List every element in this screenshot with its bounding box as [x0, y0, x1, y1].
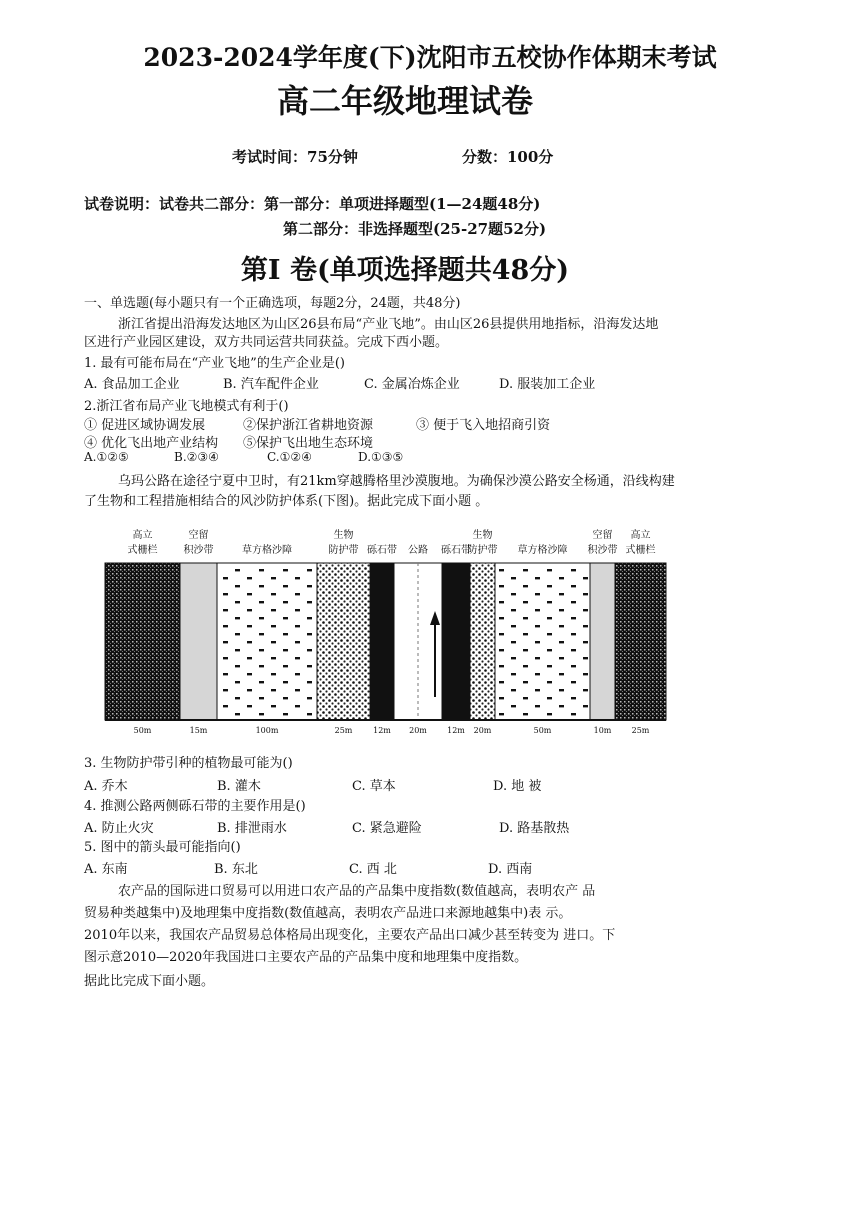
q2-item-2: ②保护浙江省耕地资源 [243, 418, 374, 433]
instruction: 一、单选题(每小题只有一个正确选项，每题2分，24题，共48分) [84, 296, 461, 311]
band-fence-right [615, 563, 666, 720]
q2-option-c: C.①②④ [267, 450, 312, 464]
section-title: 第I 卷(单项选择题共48分) [240, 255, 570, 286]
question-3: 3. 生物防护带引种的植物最可能为() [84, 756, 293, 771]
q2-item-4: ④ 优化飞出地产业结构 [84, 436, 219, 451]
q2-item-5: ⑤保护飞出地生态环境 [243, 436, 374, 451]
band-label-top: 高立 [132, 530, 153, 541]
band-grass-grid-right [495, 563, 590, 720]
passage-1-line-2: 区进行产业园区建设，双方共同运营共同获益。完成下西小题。 [84, 335, 449, 350]
exam-time: 考试时间：75分钟 [232, 148, 358, 166]
q4-option-c: C. 紧急避险 [352, 821, 422, 836]
q1-option-b: B. 汽车配件企业 [223, 377, 319, 392]
q1-option-a: A. 食品加工企业 [84, 377, 180, 392]
q2-item-1: ① 促进区域协调发展 [84, 418, 206, 433]
q5-option-a: A. 东南 [84, 862, 128, 877]
band-width: 25m [334, 726, 353, 735]
q3-option-a: A. 乔木 [84, 779, 128, 794]
band-label: 防护带 [467, 545, 498, 556]
band-bio-belt-left [317, 563, 370, 720]
passage-2-line-1: 乌玛公路在途径宁夏中卫时，有21km穿越腾格里沙漠腹地。为确保沙漠公路安全杨通，沿线构建 [118, 474, 675, 489]
passage-3-line-1: 农产品的国际进口贸易可以用进口农产品的产品集中度指数(数值越高，表明农产 品 [118, 884, 596, 899]
band-width: 100m [255, 726, 279, 735]
band-label: 砾石带 [367, 545, 397, 556]
q3-option-d: D. 地 被 [493, 779, 542, 794]
q3-option-b: B. 灌木 [217, 779, 261, 794]
band-label: 草方格沙障 [242, 545, 292, 556]
band-label: 公路 [408, 545, 428, 556]
q5-option-d: D. 西南 [488, 862, 533, 877]
band-label: 式栅栏 [625, 545, 656, 556]
question-1: 1. 最有可能布局在“产业飞地”的生产企业是() [84, 356, 345, 371]
q1-option-c: C. 金属冶炼企业 [364, 377, 460, 392]
band-label: 砾石带 [441, 545, 471, 556]
band-empty-belt-right [590, 563, 615, 720]
exam-description-2: 第二部分：非选择题型(25-27题52分) [283, 220, 547, 238]
exam-title: 2023-2024学年度(下)沈阳市五校协作体期末考试 [143, 43, 717, 72]
question-4: 4. 推测公路两侧砾石带的主要作用是() [84, 799, 306, 814]
passage-2-line-2: 了生物和工程措施相结合的风沙防护体系(下图)。据此完成下面小题 。 [84, 494, 489, 509]
passage-3-line-2: 贸易种类越集中)及地理集中度指数(数值越高，表明农产品进口来源地越集中)表 示。 [84, 906, 572, 921]
band-width: 10m [593, 726, 612, 735]
band-label: 积沙带 [587, 545, 618, 556]
q3-option-c: C. 草本 [352, 779, 396, 794]
band-gravel-left [370, 563, 394, 720]
band-width: 50m [533, 726, 552, 735]
band-width: 50m [133, 726, 152, 735]
band-width: 20m [409, 726, 427, 735]
band-label-top: 空留 [592, 530, 613, 541]
band-label: 积沙带 [183, 545, 214, 556]
band-width: 25m [631, 726, 650, 735]
q4-option-d: D. 路基散热 [499, 821, 570, 836]
exam-score: 分数：100分 [462, 148, 554, 166]
band-label-top: 空留 [188, 530, 209, 541]
band-label: 草方格沙障 [517, 545, 568, 556]
band-width: 20m [473, 726, 492, 735]
q5-option-b: B. 东北 [214, 862, 258, 877]
band-label: 防护带 [328, 545, 359, 556]
sand-protection-diagram [100, 525, 670, 740]
q5-option-c: C. 西 北 [349, 862, 397, 877]
band-grass-grid-left [217, 563, 317, 720]
band-label-top: 生物 [472, 530, 493, 541]
band-width: 15m [189, 726, 208, 735]
band-gravel-right [442, 563, 470, 720]
question-2: 2.浙江省布局产业飞地模式有利于() [84, 399, 289, 414]
passage-3-line-4: 图示意2010—2020年我国进口主要农产品的产品集中度和地理集中度指数。 [84, 950, 528, 965]
passage-3-line-5: 据此比完成下面小题。 [84, 974, 215, 989]
band-empty-belt-left [180, 563, 217, 720]
q4-option-a: A. 防止火灾 [84, 821, 154, 836]
q1-option-d: D. 服装加工企业 [499, 377, 596, 392]
exam-description: 试卷说明：试卷共二部分：第一部分：单项进择题型(1—24题48分) [84, 195, 541, 213]
band-fence-left [105, 563, 180, 720]
q2-option-d: D.①③⑤ [358, 450, 404, 464]
band-width: 12m [373, 726, 391, 735]
band-bio-belt-right [470, 563, 495, 720]
band-width: 12m [447, 726, 465, 735]
q4-option-b: B. 排泄雨水 [217, 821, 287, 836]
band-label-top: 生物 [333, 530, 354, 541]
q2-item-3: ③ 便于飞入地招商引资 [416, 418, 551, 433]
question-5: 5. 图中的箭头最可能指向() [84, 840, 241, 855]
band-label-top: 高立 [630, 530, 651, 541]
q2-option-b: B.②③④ [174, 450, 219, 464]
band-label: 式栅栏 [127, 545, 158, 556]
exam-subtitle: 高二年级地理试卷 [276, 82, 533, 120]
passage-1-line-1: 浙江省提出沿海发达地区为山区26县布局“产业飞地”。由山区26县提供用地指标，沿海发达地 [118, 317, 659, 332]
q2-option-a: A.①②⑤ [84, 450, 129, 464]
passage-3-line-3: 2010年以来，我国农产品贸易总体格局出现变化，主要农产品出口减少甚至转变为 进口。下 [84, 928, 616, 943]
